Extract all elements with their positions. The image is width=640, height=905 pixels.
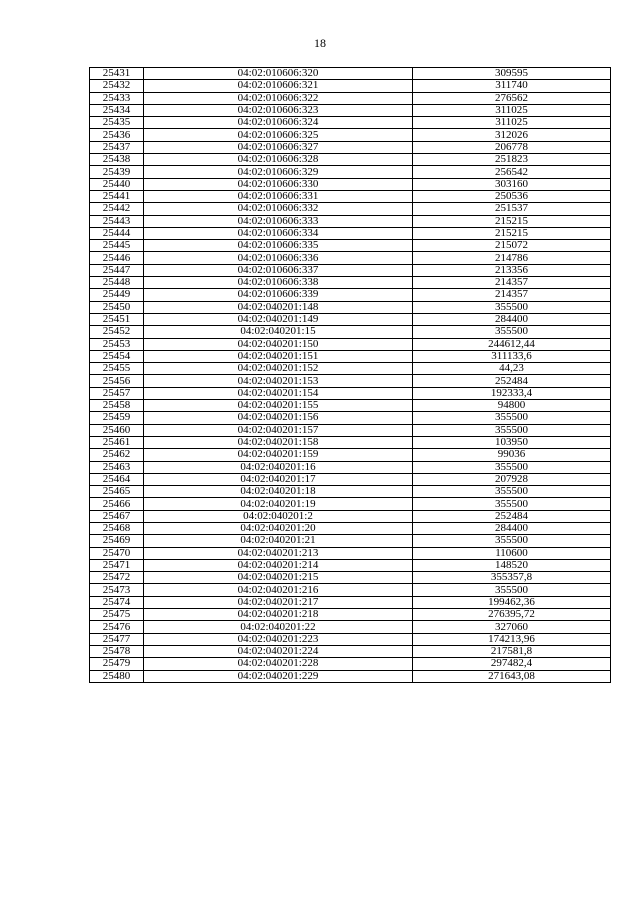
table-row [90, 264, 611, 276]
row-number-cell: 25432 [90, 80, 144, 92]
row-number-cell: 25459 [90, 412, 144, 424]
value-cell: 217581,8 [413, 645, 611, 657]
cadastral-number-cell: 04:02:040201:224 [144, 645, 413, 657]
row-number-cell: 25444 [90, 227, 144, 239]
table-row [90, 326, 611, 338]
row-number-cell: 25470 [90, 547, 144, 559]
table-row [90, 375, 611, 387]
value-cell: 99036 [413, 449, 611, 461]
row-number-cell: 25474 [90, 596, 144, 608]
table-row [90, 301, 611, 313]
cadastral-number-cell: 04:02:040201:153 [144, 375, 413, 387]
row-number-cell: 25469 [90, 535, 144, 547]
value-cell: 297482,4 [413, 658, 611, 670]
value-cell: 252484 [413, 375, 611, 387]
cadastral-number-cell: 04:02:040201:215 [144, 572, 413, 584]
table-row [90, 141, 611, 153]
value-cell: 103950 [413, 436, 611, 448]
row-number-cell: 25477 [90, 633, 144, 645]
value-cell: 215215 [413, 215, 611, 227]
table-row [90, 621, 611, 633]
cadastral-number-cell: 04:02:010606:331 [144, 190, 413, 202]
value-cell: 309595 [413, 68, 611, 80]
cadastral-number-cell: 04:02:040201:16 [144, 461, 413, 473]
value-cell: 355500 [413, 301, 611, 313]
value-cell: 214786 [413, 252, 611, 264]
table-row [90, 68, 611, 80]
value-cell: 214357 [413, 277, 611, 289]
value-cell: 312026 [413, 129, 611, 141]
cadastral-number-cell: 04:02:010606:335 [144, 240, 413, 252]
value-cell: 251537 [413, 203, 611, 215]
cadastral-number-cell: 04:02:010606:323 [144, 104, 413, 116]
row-number-cell: 25445 [90, 240, 144, 252]
value-cell: 256542 [413, 166, 611, 178]
value-cell: 327060 [413, 621, 611, 633]
row-number-cell: 25476 [90, 621, 144, 633]
value-cell: 206778 [413, 141, 611, 153]
table-row [90, 227, 611, 239]
value-cell: 271643,08 [413, 670, 611, 682]
cadastral-number-cell: 04:02:040201:213 [144, 547, 413, 559]
value-cell: 284400 [413, 522, 611, 534]
row-number-cell: 25441 [90, 190, 144, 202]
table-row [90, 535, 611, 547]
cadastral-number-cell: 04:02:010606:333 [144, 215, 413, 227]
cadastral-number-cell: 04:02:010606:322 [144, 92, 413, 104]
row-number-cell: 25452 [90, 326, 144, 338]
row-number-cell: 25478 [90, 645, 144, 657]
cadastral-number-cell: 04:02:010606:334 [144, 227, 413, 239]
row-number-cell: 25472 [90, 572, 144, 584]
cadastral-number-cell: 04:02:010606:337 [144, 264, 413, 276]
cadastral-number-cell: 04:02:040201:159 [144, 449, 413, 461]
row-number-cell: 25439 [90, 166, 144, 178]
row-number-cell: 25456 [90, 375, 144, 387]
row-number-cell: 25467 [90, 510, 144, 522]
row-number-cell: 25451 [90, 313, 144, 325]
cadastral-table [89, 67, 611, 683]
value-cell: 355500 [413, 424, 611, 436]
cadastral-number-cell: 04:02:010606:330 [144, 178, 413, 190]
table-row [90, 572, 611, 584]
cadastral-number-cell: 04:02:040201:154 [144, 387, 413, 399]
page-number: 18 [314, 36, 326, 50]
table-row [90, 609, 611, 621]
row-number-cell: 25454 [90, 350, 144, 362]
table-row [90, 387, 611, 399]
value-cell: 148520 [413, 559, 611, 571]
cadastral-number-cell: 04:02:040201:148 [144, 301, 413, 313]
value-cell: 303160 [413, 178, 611, 190]
cadastral-number-cell: 04:02:040201:20 [144, 522, 413, 534]
table-row [90, 559, 611, 571]
table-row [90, 449, 611, 461]
row-number-cell: 25434 [90, 104, 144, 116]
table-row [90, 104, 611, 116]
row-number-cell: 25466 [90, 498, 144, 510]
table-row [90, 645, 611, 657]
table-row [90, 92, 611, 104]
table-row [90, 522, 611, 534]
value-cell: 214357 [413, 289, 611, 301]
row-number-cell: 25435 [90, 117, 144, 129]
table-row [90, 596, 611, 608]
value-cell: 276562 [413, 92, 611, 104]
row-number-cell: 25442 [90, 203, 144, 215]
row-number-cell: 25465 [90, 486, 144, 498]
row-number-cell: 25457 [90, 387, 144, 399]
value-cell: 110600 [413, 547, 611, 559]
cadastral-number-cell: 04:02:010606:336 [144, 252, 413, 264]
row-number-cell: 25464 [90, 473, 144, 485]
value-cell: 355500 [413, 584, 611, 596]
table-row [90, 584, 611, 596]
table-row [90, 486, 611, 498]
table-row [90, 166, 611, 178]
table-row [90, 203, 611, 215]
cadastral-number-cell: 04:02:040201:21 [144, 535, 413, 547]
row-number-cell: 25475 [90, 609, 144, 621]
table-row [90, 338, 611, 350]
value-cell: 207928 [413, 473, 611, 485]
row-number-cell: 25438 [90, 154, 144, 166]
cadastral-number-cell: 04:02:010606:325 [144, 129, 413, 141]
cadastral-number-cell: 04:02:040201:150 [144, 338, 413, 350]
cadastral-number-cell: 04:02:040201:17 [144, 473, 413, 485]
row-number-cell: 25436 [90, 129, 144, 141]
cadastral-number-cell: 04:02:010606:320 [144, 68, 413, 80]
table-body [90, 68, 611, 683]
table-row [90, 289, 611, 301]
value-cell: 311133,6 [413, 350, 611, 362]
table-row [90, 547, 611, 559]
table-row [90, 190, 611, 202]
table-row [90, 117, 611, 129]
cadastral-number-cell: 04:02:010606:324 [144, 117, 413, 129]
value-cell: 276395,72 [413, 609, 611, 621]
value-cell: 250536 [413, 190, 611, 202]
cadastral-number-cell: 04:02:040201:18 [144, 486, 413, 498]
table-row [90, 400, 611, 412]
row-number-cell: 25468 [90, 522, 144, 534]
cadastral-number-cell: 04:02:040201:22 [144, 621, 413, 633]
row-number-cell: 25458 [90, 400, 144, 412]
row-number-cell: 25455 [90, 363, 144, 375]
cadastral-number-cell: 04:02:010606:329 [144, 166, 413, 178]
value-cell: 355357,8 [413, 572, 611, 584]
value-cell: 44,23 [413, 363, 611, 375]
cadastral-number-cell: 04:02:040201:152 [144, 363, 413, 375]
cadastral-number-cell: 04:02:040201:156 [144, 412, 413, 424]
value-cell: 284400 [413, 313, 611, 325]
value-cell: 311025 [413, 104, 611, 116]
table-row [90, 658, 611, 670]
cadastral-number-cell: 04:02:040201:228 [144, 658, 413, 670]
table-row [90, 424, 611, 436]
row-number-cell: 25471 [90, 559, 144, 571]
value-cell: 311025 [413, 117, 611, 129]
table-row [90, 80, 611, 92]
value-cell: 94800 [413, 400, 611, 412]
table-row [90, 277, 611, 289]
value-cell: 355500 [413, 498, 611, 510]
value-cell: 355500 [413, 486, 611, 498]
cadastral-number-cell: 04:02:040201:149 [144, 313, 413, 325]
table-row [90, 436, 611, 448]
cadastral-number-cell: 04:02:040201:155 [144, 400, 413, 412]
value-cell: 192333,4 [413, 387, 611, 399]
value-cell: 215072 [413, 240, 611, 252]
value-cell: 251823 [413, 154, 611, 166]
cadastral-number-cell: 04:02:040201:19 [144, 498, 413, 510]
table-row [90, 240, 611, 252]
table-row [90, 215, 611, 227]
table-row [90, 498, 611, 510]
row-number-cell: 25462 [90, 449, 144, 461]
cadastral-number-cell: 04:02:040201:218 [144, 609, 413, 621]
table-row [90, 178, 611, 190]
cadastral-number-cell: 04:02:040201:229 [144, 670, 413, 682]
row-number-cell: 25460 [90, 424, 144, 436]
value-cell: 311740 [413, 80, 611, 92]
value-cell: 213356 [413, 264, 611, 276]
row-number-cell: 25449 [90, 289, 144, 301]
table-row [90, 363, 611, 375]
row-number-cell: 25440 [90, 178, 144, 190]
row-number-cell: 25443 [90, 215, 144, 227]
value-cell: 174213,96 [413, 633, 611, 645]
cadastral-number-cell: 04:02:040201:151 [144, 350, 413, 362]
row-number-cell: 25447 [90, 264, 144, 276]
cadastral-number-cell: 04:02:010606:321 [144, 80, 413, 92]
cadastral-number-cell: 04:02:010606:338 [144, 277, 413, 289]
cadastral-number-cell: 04:02:040201:223 [144, 633, 413, 645]
value-cell: 244612,44 [413, 338, 611, 350]
table-row [90, 129, 611, 141]
cadastral-number-cell: 04:02:040201:214 [144, 559, 413, 571]
table-row [90, 633, 611, 645]
table-row [90, 670, 611, 682]
cadastral-number-cell: 04:02:040201:157 [144, 424, 413, 436]
cadastral-number-cell: 04:02:040201:2 [144, 510, 413, 522]
table-row [90, 313, 611, 325]
row-number-cell: 25473 [90, 584, 144, 596]
table-row [90, 154, 611, 166]
row-number-cell: 25433 [90, 92, 144, 104]
value-cell: 355500 [413, 412, 611, 424]
value-cell: 355500 [413, 461, 611, 473]
row-number-cell: 25463 [90, 461, 144, 473]
cadastral-number-cell: 04:02:040201:15 [144, 326, 413, 338]
value-cell: 199462,36 [413, 596, 611, 608]
table-row [90, 350, 611, 362]
table-row [90, 461, 611, 473]
row-number-cell: 25450 [90, 301, 144, 313]
row-number-cell: 25479 [90, 658, 144, 670]
row-number-cell: 25461 [90, 436, 144, 448]
table-row [90, 473, 611, 485]
cadastral-number-cell: 04:02:040201:216 [144, 584, 413, 596]
row-number-cell: 25448 [90, 277, 144, 289]
table-row [90, 412, 611, 424]
cadastral-number-cell: 04:02:010606:327 [144, 141, 413, 153]
value-cell: 355500 [413, 535, 611, 547]
value-cell: 252484 [413, 510, 611, 522]
cadastral-number-cell: 04:02:010606:328 [144, 154, 413, 166]
row-number-cell: 25431 [90, 68, 144, 80]
value-cell: 355500 [413, 326, 611, 338]
row-number-cell: 25437 [90, 141, 144, 153]
table-row [90, 510, 611, 522]
value-cell: 215215 [413, 227, 611, 239]
row-number-cell: 25480 [90, 670, 144, 682]
cadastral-number-cell: 04:02:010606:332 [144, 203, 413, 215]
cadastral-number-cell: 04:02:010606:339 [144, 289, 413, 301]
row-number-cell: 25446 [90, 252, 144, 264]
cadastral-number-cell: 04:02:040201:217 [144, 596, 413, 608]
table-row [90, 252, 611, 264]
row-number-cell: 25453 [90, 338, 144, 350]
cadastral-number-cell: 04:02:040201:158 [144, 436, 413, 448]
